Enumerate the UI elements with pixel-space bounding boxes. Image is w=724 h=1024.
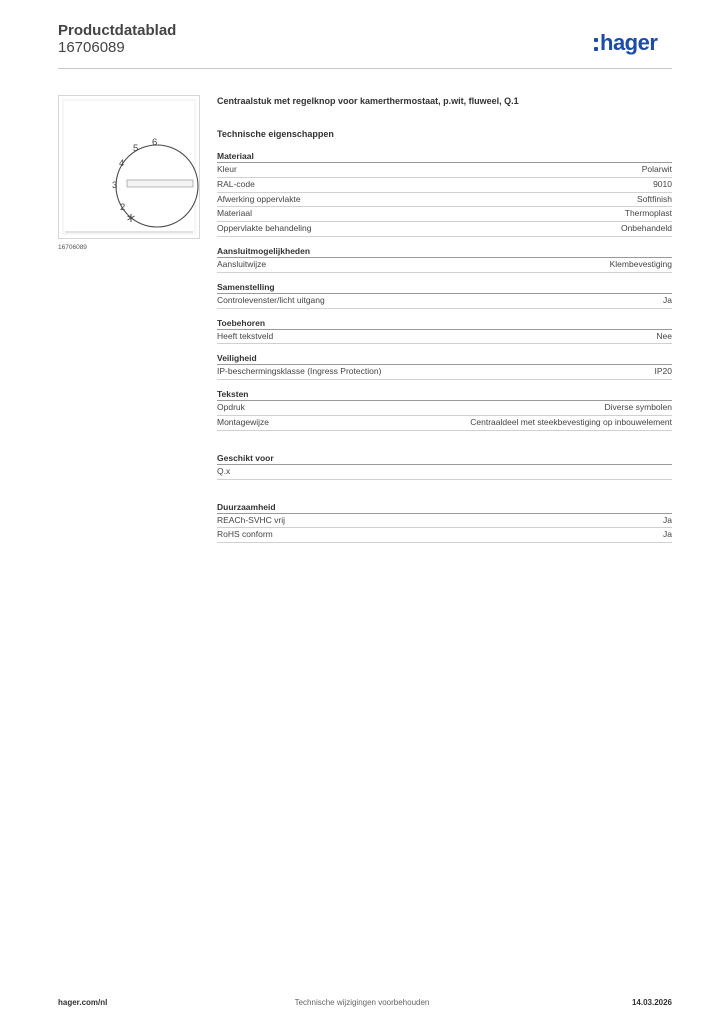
logo-colon-icon [594, 38, 598, 51]
section-title: Toebehoren [217, 317, 672, 330]
spec-row [217, 401, 672, 416]
spec-label: Opdruk [217, 402, 245, 413]
spec-value: Onbehandeld [620, 223, 672, 234]
spec-row [217, 193, 672, 208]
spec-label: Afwerking oppervlakte [217, 193, 301, 204]
spec-value: Thermoplast [624, 208, 672, 219]
section-teksten [217, 388, 672, 431]
spec-row [217, 330, 672, 345]
section-title: Duurzaamheid [217, 501, 672, 514]
spec-value: Polarwit [641, 164, 672, 174]
dial-label: 3 [112, 180, 118, 191]
spec-row [217, 416, 672, 431]
spec-value: Ja [663, 529, 672, 540]
section-duurzaamheid [217, 501, 672, 544]
image-caption: 16706089 [58, 244, 87, 251]
spec-label: Heeft tekstveld [217, 330, 274, 341]
section-title: Teksten [217, 388, 672, 401]
header-divider [58, 68, 672, 69]
spec-label: Aansluitwijze [217, 258, 267, 269]
section-materiaal [217, 150, 672, 237]
spec-value: IP20 [654, 366, 672, 377]
section-title: Geschikt voor [217, 452, 672, 465]
spec-value: 9010 [653, 178, 672, 189]
section-aansluitmogelijkheden [217, 245, 672, 273]
footer-website-link[interactable]: hager.com/nl [58, 998, 108, 1007]
logo-wordmark: hager [600, 30, 658, 55]
document-title: Productdatablad [58, 22, 177, 39]
spec-label: Controlevenster/licht uitgang [217, 294, 325, 305]
spec-label: IP-beschermingsklasse (Ingress Protection) [217, 366, 382, 377]
spec-value: Ja [663, 294, 672, 305]
spec-label: Montagewijze [217, 416, 269, 427]
footer-date: 14.03.2026 [631, 998, 672, 1007]
product-image [58, 95, 200, 239]
spec-value: Nee [656, 330, 672, 341]
hager-logo [594, 30, 657, 56]
spec-heading: Technische eigenschappen [217, 129, 334, 139]
dial-label: 2 [120, 202, 126, 213]
spec-label: RoHS conform [217, 529, 273, 540]
spec-row [217, 222, 672, 237]
section-title: Aansluitmogelijkheden [217, 245, 672, 258]
section-title: Samenstelling [217, 281, 672, 294]
dial-label: 6 [152, 137, 158, 148]
spec-label: REACh-SVHC vrij [217, 514, 286, 525]
spec-label: RAL-code [217, 178, 255, 189]
spec-row [217, 465, 672, 480]
spec-value: Ja [663, 514, 672, 525]
spec-value: Centraaldeel met steekbevestiging op inbouwelement [470, 416, 672, 427]
section-veiligheid [217, 352, 672, 380]
dial-grip [127, 180, 193, 187]
spec-row [217, 207, 672, 222]
spec-value: Softfinish [637, 193, 672, 204]
spec-row [217, 178, 672, 193]
spec-row [217, 365, 672, 380]
spec-sheet [217, 95, 672, 543]
section-toebehoren [217, 317, 672, 345]
spec-label: Q.x [217, 465, 231, 476]
spec-row [217, 163, 672, 178]
spec-label: Oppervlakte behandeling [217, 223, 312, 234]
section-title: Veiligheid [217, 352, 672, 365]
spec-value: Diverse symbolen [604, 402, 672, 413]
spec-row [217, 258, 672, 273]
spec-label: Materiaal [217, 208, 252, 219]
section-title: Materiaal [217, 150, 672, 163]
spec-row [217, 528, 672, 543]
spec-label: Kleur [217, 164, 237, 174]
spec-value: Klembevestiging [609, 258, 672, 269]
section-samenstelling [217, 281, 672, 309]
section-geschikt-voor [217, 452, 672, 480]
product-description: Centraalstuk met regelknop voor kamerthermostaat, p.wit, fluweel, Q.1 [217, 96, 519, 106]
footer-disclaimer: Technische wijzigingen voorbehouden [294, 998, 430, 1007]
spec-row [217, 294, 672, 309]
dial-label: 4 [119, 158, 125, 169]
product-number: 16706089 [58, 39, 125, 56]
thermostat-illustration [59, 96, 199, 238]
spec-row [217, 514, 672, 529]
dial-label: 5 [133, 143, 139, 154]
